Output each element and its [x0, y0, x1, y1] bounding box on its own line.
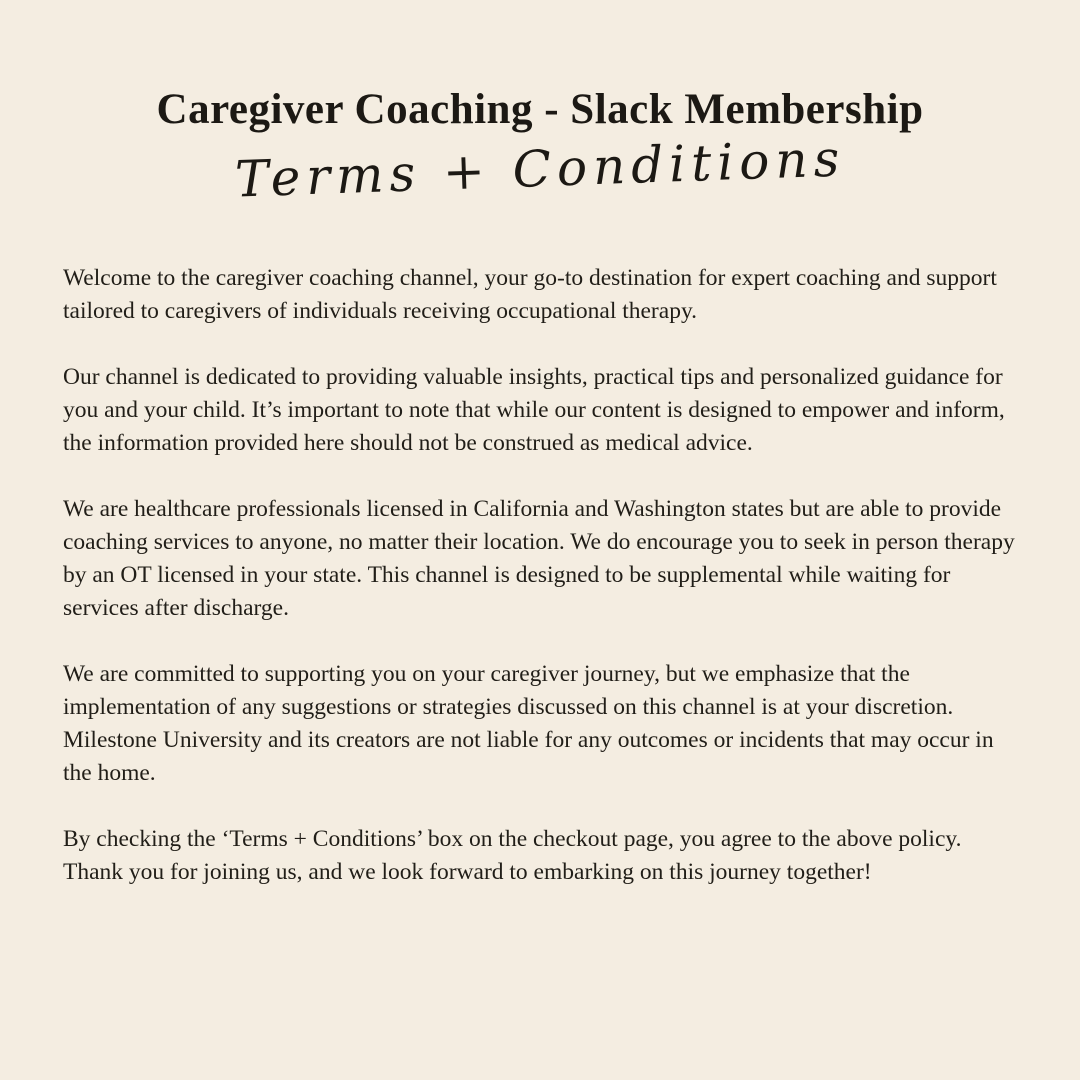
paragraph-liability: We are committed to supporting you on your caregiver journey, but we emphasize that the implementation of any suggestions or strategies discussed on this channel is at your discretion. Milestone University and its creators are not liable for any outcomes or incidents that may occur in the home. — [63, 661, 994, 786]
subtitle-script: Terms + Conditions — [233, 128, 846, 209]
page-header — [0, 0, 1080, 209]
paragraph-welcome: Welcome to the caregiver coaching channel, your go-to destination for expert coaching and support tailored to caregivers of individuals receiving occupational therapy. — [63, 265, 997, 324]
terms-body — [63, 262, 1019, 922]
paragraph-agreement: By checking the ‘Terms + Conditions’ box on the checkout page, you agree to the above policy. Thank you for joining us, and we look forward to embarking on this journey together! — [63, 826, 962, 885]
page-title: Caregiver Coaching - Slack Membership — [156, 86, 924, 133]
paragraph-licensing: We are healthcare professionals licensed in California and Washington states but are able to provide coaching services to anyone, no matter their location. We do encourage you to seek in person therapy by an OT licensed in your state. This channel is designed to be supplemental while waiting for services after discharge. — [63, 496, 1015, 621]
paragraph-channel: Our channel is dedicated to providing valuable insights, practical tips and personalized guidance for you and your child. It’s important to note that while our content is designed to empower and inform, the information provided here should not be construed as medical advice. — [63, 364, 1005, 456]
